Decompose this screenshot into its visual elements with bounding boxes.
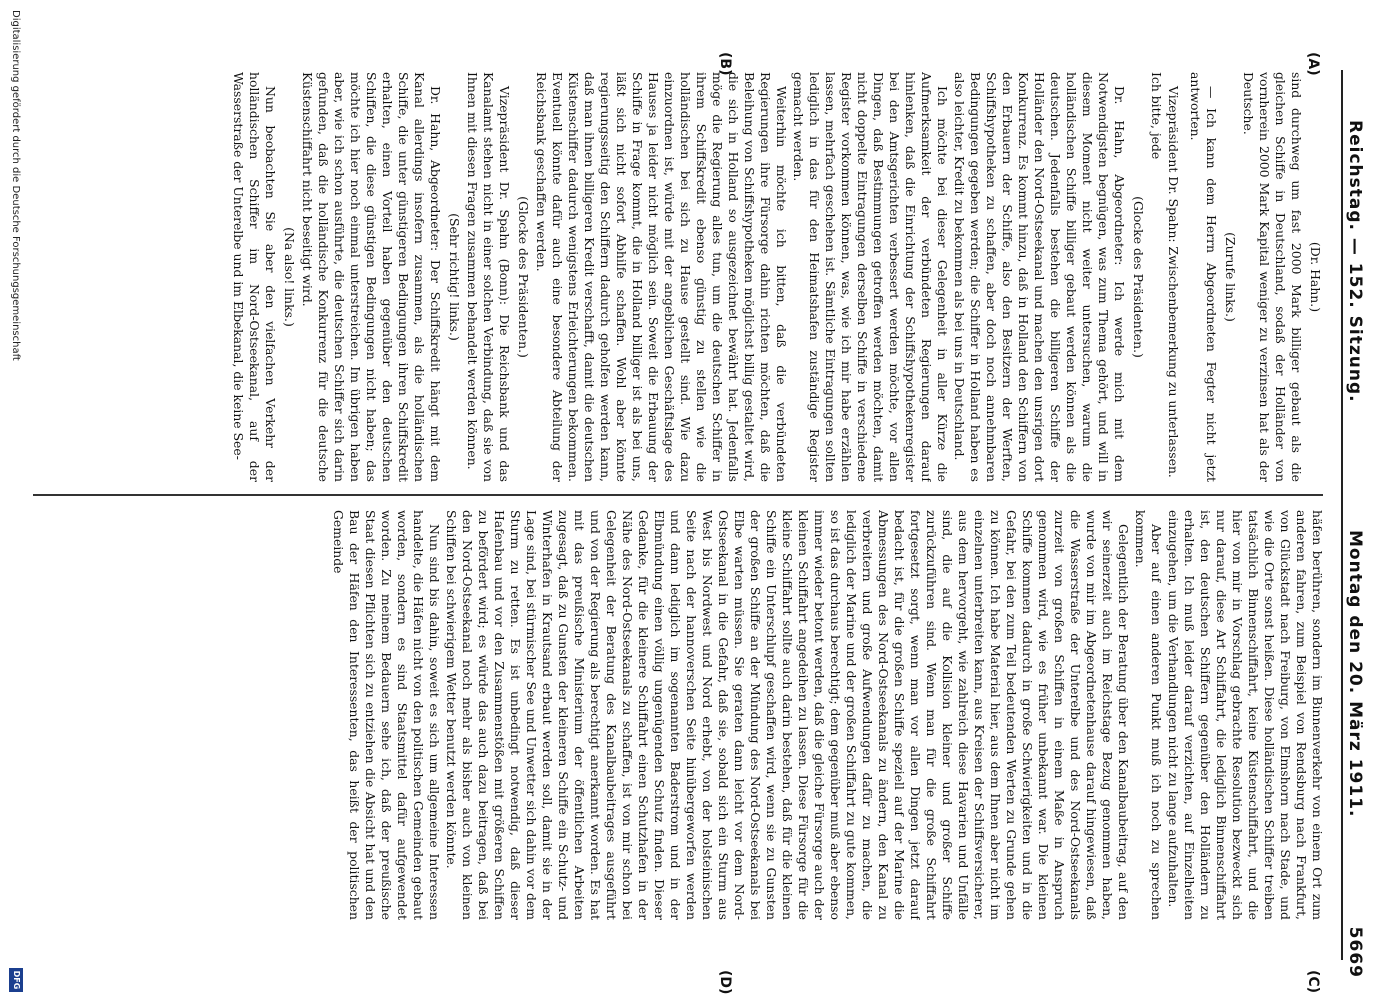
header-left: Reichstag. — 152. Sitzung. (1345, 120, 1365, 403)
margin-mark-c: (C) (1305, 970, 1321, 994)
interjection: (Sehr richtig! links.) (447, 213, 462, 341)
dfg-logo: DFG (9, 968, 23, 992)
paragraph: Ich bitte, jede (1149, 72, 1164, 160)
speech-paragraph: Ich möchte bei dieser Gelegenheit in aller Kürze die Aufmerksamkeit der verbündeten Regierungen darauf hinlenken, daß die Einrichtung der Schiffshypothekenregister bei den Amtsgerichten verbessert werden möchte, vor allen Dingen, daß Bestimmungen getroffen werden möchten, damit nicht doppelte Eintragungen derselben Schiffe in verschiedene Register vorkommen können, was, wie ich mir habe erzählen lassen, mehrfach geschehen ist. Sämtliche Eintragungen sollten lediglich in das für den Heimatshafen zuständige Register gemacht werden. (791, 72, 950, 482)
right-column (45, 510, 1325, 920)
interjection: (Glocke des Präsidenten.) (516, 196, 531, 358)
paragraph: — Ich kann dem Herrn Abgeordneten Fegter nicht jetzt antworten. (1188, 72, 1219, 482)
vice-president-remark: Vizepräsident Dr. Spahn: Zwischenbemerkung zu unterlassen. (1166, 86, 1181, 478)
page-number: 5669 (1345, 926, 1365, 978)
digitization-credit: Digitalisierung gefördert durch die Deutsche Forschungsgemeinschaft (10, 10, 21, 361)
speech-paragraph: Nun beobachten Sie aber den vielfachen Verkehr der holländischen Schiffer im Nord-Ostseekanal, auf der Wasserstraße der Unterelbe und im Elbekanal, die keine See- (231, 72, 278, 482)
interjection: (Zurufe links.) (1223, 232, 1238, 322)
speech-paragraph: Dr. Hahn, Abgeordneter: Der Schiffskredit hängt mit dem Kanal allerdings insofern zusammen, als die holländischen Schiffe, die unter günstigeren Bedingungen ihren Schiffskredit erhalten, einen Vorteil haben gegenüber den deutschen Schiffen, die diese günstigen Bedingungen nicht haben; das möchte ich hier noch einmal unterstreichen. Im übrigen haben aber, wie ich schon ausführte, die deutschen Schiffer sich darin gefunden, daß die holländische Konkurrenz für die deutsche Küstenschiffahrt nicht beseitigt wird. (300, 72, 443, 482)
interjection: (Glocke des Präsidenten.) (1131, 196, 1146, 358)
speaker-ref: (Dr. Hahn.) (1308, 241, 1323, 313)
speech-paragraph: Weiterhin möchte ich bitten, daß die verbündeten Regierungen ihre Fürsorge dahin richten möchten, daß die Beleihung von Schiffshypotheken möglichst billig gestaltet wird, die sich in Holland so ausgezeichnet bewährt hat. Jedenfalls möge die Regierung alles tun, um die deutschen Schiffer in ihrem Schiffskredit ebenso günstig zu stellen wie die holländischen bei sich zu Hause gestellt sind. Wie dazu einzuordnen ist, würde mit der angeblichen Geschäftslage des Hauses ja leider nicht möglich sein. Soweit die Erbauung der Schiffe in Frage kommt, die in Holland billiger ist als bei uns, läßt sich nicht sofort Abhilfe schaffen. Wohl aber könnte regierungsseitig den Schiffern dadurch geholfen werden kann, daß man ihnen billigeren Kredit verschafft, damit die deutschen Küstenschiffer dadurch wenigstens Erleichterungen bekommen. Eventuell könnte dafür auch eine besondere Abteilung der Reichsbank geschaffen werden. (534, 72, 789, 482)
margin-mark-d: (D) (717, 970, 733, 995)
speech-paragraph: Aber auf einen anderen Punkt muß ich noch zu sprechen kommen. (1133, 510, 1164, 920)
margin-mark-b: (B) (717, 52, 733, 76)
column-divider (33, 494, 1323, 496)
paragraph: sind durchweg um fast 2000 Mark billiger gebaut als die gleichen Schiffe in Deutschland, sodaß der Holländer von vornherein 2000 Mark Kapital weniger zu verzinsen hat als der Deutsche. (1241, 72, 1304, 482)
header-rule (1341, 70, 1343, 960)
header-right: Montag den 20. März 1911. (1345, 530, 1365, 818)
vice-president-remark: Vizepräsident Dr. Spahn (Bonn): Die Reichsbank und das Kanalamt stehen nicht in einer solchen Verbindung, daß sie von Ihnen mit diesen Fragen zusammen behandelt werden können. (465, 72, 512, 482)
speech-paragraph: häfen berühren, sondern im Binnenverkehr von einem Ort zum anderen fahren, zum Beispiel von Rendsburg nach Frankfurt, von Glückstadt nach Freiburg, von Elmshorn nach Stade, und wie die Orte sonst heißen. Diese holländischen Schiffer treiben tatsächlich Binnenschiffahrt, keine Küstenschiffahrt, und die hier von mir in Vorschlag gebrachte Resolution bezweckt sich nur darauf, diese Art Schiffahrt, die lediglich Binnenschiffahrt ist, den deutschen Schiffern gegenüber den Holländern zu erhalten. Ich muß leider darauf verzichten, auf Einzelheiten einzugehen, um die Verhandlungen nicht zu lange aufzuhalten. (1166, 510, 1325, 920)
margin-mark-a: (A) (1305, 52, 1321, 76)
left-column (45, 72, 1325, 482)
speech-paragraph: Dr. Hahn, Abgeordneter: Ich werde mich mit dem Notwendigsten begnügen, was zum Thema gehört, und will in diesem Moment nicht weiter untersuchen, warum die holländischen Schiffe billiger gebaut werden können als die deutschen. Jedenfalls bestehen die billigeren Schiffe der Holländer den Nord-Ostseekanal und machen den unsrigen dort Konkurrenz. Es kommt hinzu, daß in Holland den Schiffern von den Erbauern der Schiffe, also den Besitzern der Werften, Schiffshypotheken zu schaffen, aber doch noch annehmbaren Bedingungen gegeben werden; die Schiffer in Holland haben es also leichter, Kredit zu bekommen als bei uns in Deutschland. (952, 72, 1127, 482)
speech-paragraph: Gelegentlich der Beratung über den Kanalbaubeitrag, auf den wir seinerzeit auch im Reichstage Bezug genommen haben, wurde von mir im Abgeordnetenhause darauf hingewiesen, daß die Wasserstraße der Unterelbe und des Nord-Ostseekanals zurzeit von großen Schiffen in einem Maße in Anspruch genommen wird, wie es früher unbekannt war. Die kleinen Schiffe kommen dadurch in große Schwierigkeiten und in die Gefahr, bei den zum Teil bedeutenden Werten zu Grunde gehen zu können. Ich habe Material hier, aus dem Ihnen aber nicht im einzelnen unterbreiten kann, aus Kreisen der Schiffsversicherer, aus dem hervorgeht, wie zahlreich diese Havarien und Unfälle sind, die auf die Kollision kleiner und großer Schiffe zurückzuführen sind. Wenn man für die große Schiffahrt fortgesetzt sorgt, wenn man vor allen Dingen jetzt darauf bedacht ist, für die großen Schiffe speziell auf der Marine die Abmessungen des Nord-Ostseekanals zu ändern, den Kanal zu verbreitern und große Aufwendungen dafür zu machen, die lediglich der Marine und der großen Schiffahrt zu gute kommen, so ist das durchaus berechtigt; dem gegenüber muß aber ebenso immer wieder betont werden, daß die gleiche Fürsorge auch der kleinen Schiffahrt angedeihen zu lassen. Diese Fürsorge für die kleine Schiffahrt sollte auch darin bestehen, daß für die kleinen Schiffe ein Unterschlupf geschaffen wird, wenn sie zu Gunsten der großen Schiffe an der Mündung des Nord-Ostseekanals bei Elbe warten müssen. Sie geraten dann leicht vor dem Nord-Ostseekanal in die Gefahr, daß sie, sobald sich ein Sturm aus West bis Nordwest und Nord erhebt, von der holsteinischen Seite nach der hannoverschen Seite hinübergeworfen werden und dann lediglich im sogenannten Baderstrom und in der Elbmündung einen völlig ungenügenden Schutz finden. Dieser Gedanke, für die kleinere Schiffahrt einen Schutzhafen in der Nähe des Nord-Ostseekanals zu schaffen, ist von mir schon bei Gelegenheit der Beratung des Kanalbaubeitrages ausgeführt und von der Regierung als berechtigt anerkannt worden. Es hat mit das preußische Ministerium der öffentlichen Arbeiten zugesagt, daß zu Gunsten der kleineren Schiffe ein Schutz- und Winterhafen in Krautsand erbaut werden soll, damit sie in der Lage sind, bei stürmischer See und Unwetter sich dahin vor dem Sturm zu retten. Es ist unbedingt notwendig, daß dieser Hafenbau und vor den Zusammenstößen mit größeren Schiffen zu befördert wird; es würde das auch dazu beitragen, daß bei den Nord-Ostseekanal noch mehr als bisher auch von kleinen Schiffen bei schwierigem Wetter benutzt werden könnte. (444, 510, 1131, 920)
speech-paragraph: Nun sind bis dahin, soweit es sich um allgemeine Interessen handelte, die Häfen nicht von den politischen Gemeinden gebaut worden, sondern es sind Staatsmittel dafür aufgewendet worden. Zu meinem Bedauern sehe ich, daß der preußische Staat diesen Pflichten sich zu entziehen die Absicht hat und den Bau der Häfen den Interessenten, das heißt der politischen Gemeinde (331, 510, 442, 920)
interjection: (Na also! links.) (282, 227, 297, 327)
